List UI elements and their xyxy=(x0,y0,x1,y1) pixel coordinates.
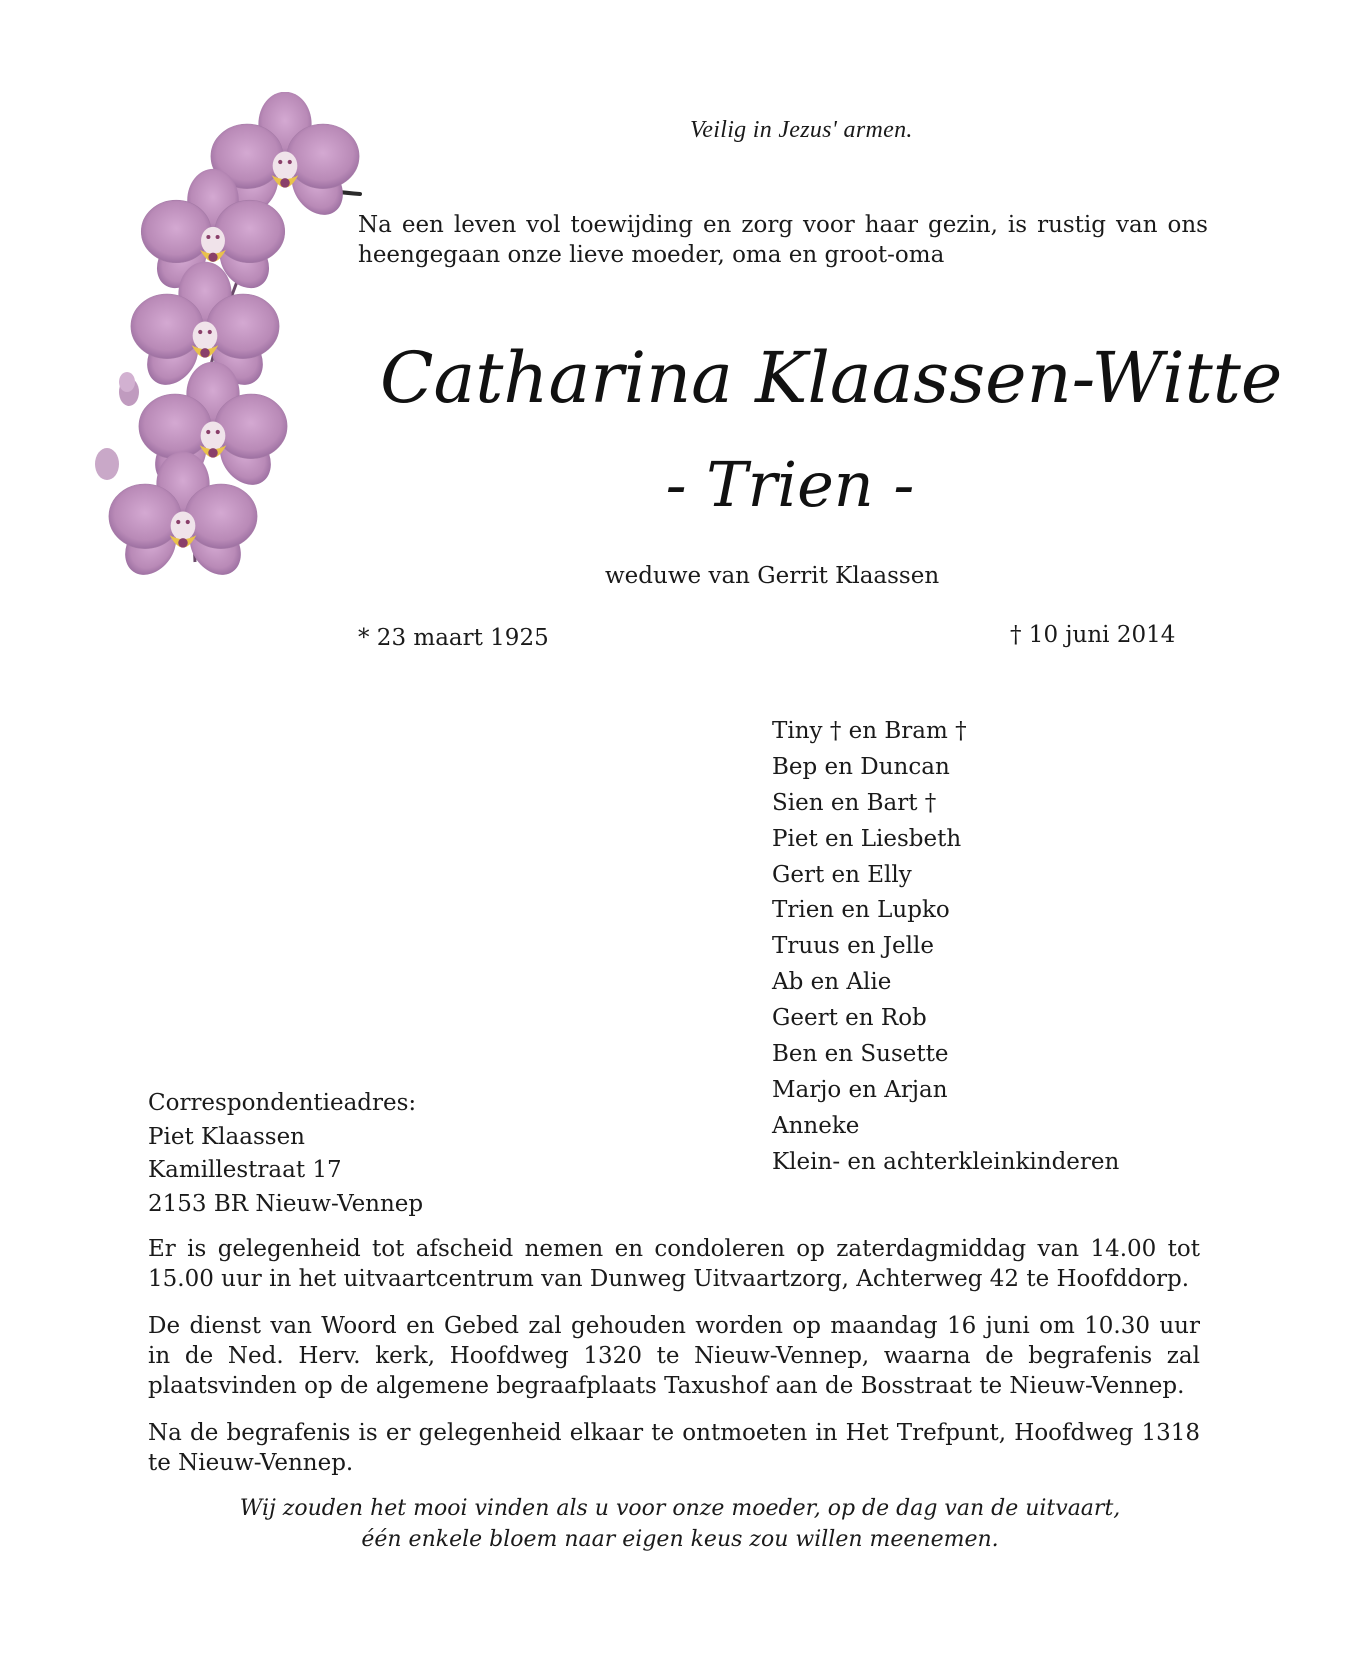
family-member: Geert en Rob xyxy=(772,1005,927,1032)
paragraph-line: Er is gelegenheid tot afscheid nemen en condoleren op zaterdagmiddag van 14.00 tot xyxy=(148,1236,1200,1262)
address-street: Kamillestraat 17 xyxy=(148,1157,342,1183)
family-member: Marjo en Arjan xyxy=(772,1076,948,1103)
family-member: Truus en Jelle xyxy=(772,933,934,960)
address-label: Correspondentieadres: xyxy=(148,1090,417,1116)
family-member: Sien en Bart † xyxy=(772,789,937,816)
intro-line-1: Na een leven vol toewijding en zorg voor haar gezin, is rustig van ons xyxy=(358,212,1208,238)
orchid-illustration xyxy=(95,92,395,592)
family-member: Ben en Susette xyxy=(772,1041,949,1068)
motto: Veilig in Jezus' armen. xyxy=(690,117,913,143)
closing-line: één enkele bloem naar eigen keus zou willen meenemen. xyxy=(361,1527,999,1552)
correspondence-address xyxy=(148,1087,423,1221)
address-name: Piet Klaassen xyxy=(148,1123,305,1150)
family-member: Tiny † en Bram † xyxy=(772,718,967,744)
family-member: Ab en Alie xyxy=(772,969,892,996)
intro-line-2: heengegaan onze lieve moeder, oma en groot-oma xyxy=(358,242,945,268)
deceased-name: Catharina Klaassen-Witte xyxy=(380,337,1283,419)
family-member: Trien en Lupko xyxy=(772,897,950,924)
closing-note xyxy=(150,1493,1210,1555)
widow-of: weduwe van Gerrit Klaassen xyxy=(605,563,940,589)
intro-text xyxy=(358,210,1208,270)
paragraph-line: Na de begrafenis is er gelegenheid elkaar te ontmoeten in Het Trefpunt, Hoofdweg 1318 xyxy=(148,1420,1200,1446)
family-member: Klein- en achterkleinkinderen xyxy=(772,1148,1120,1175)
family-member: Anneke xyxy=(772,1112,860,1139)
family-list xyxy=(772,714,1119,1181)
condolence-paragraph xyxy=(148,1234,1200,1294)
nickname: - Trien - xyxy=(665,448,915,521)
family-member: Piet en Liesbeth xyxy=(772,825,962,852)
service-paragraph xyxy=(148,1311,1200,1401)
bud xyxy=(95,448,119,480)
paragraph-line: De dienst van Woord en Gebed zal gehouden worden op maandag 16 juni om 10.30 uur xyxy=(148,1313,1200,1339)
gathering-paragraph xyxy=(148,1418,1200,1478)
paragraph-line: te Nieuw-Vennep. xyxy=(148,1450,354,1476)
closing-line: Wij zouden het mooi vinden als u voor onze moeder, op de dag van de uitvaart, xyxy=(239,1496,1121,1521)
paragraph-line: in de Ned. Herv. kerk, Hoofdweg 1320 te Nieuw-Vennep, waarna de begrafenis zal xyxy=(148,1343,1200,1369)
address-city: 2153 BR Nieuw-Vennep xyxy=(148,1190,424,1217)
family-member: Gert en Elly xyxy=(772,861,912,888)
family-member: Bep en Duncan xyxy=(772,753,950,780)
birth-date: * 23 maart 1925 xyxy=(358,625,549,651)
paragraph-line: plaatsvinden op de algemene begraafplaats Taxushof aan de Bosstraat te Nieuw-Vennep. xyxy=(148,1373,1185,1399)
paragraph-line: 15.00 uur in het uitvaartcentrum van Dunweg Uitvaartzorg, Achterweg 42 te Hoofddorp. xyxy=(148,1266,1190,1292)
death-date: † 10 juni 2014 xyxy=(1010,622,1176,648)
